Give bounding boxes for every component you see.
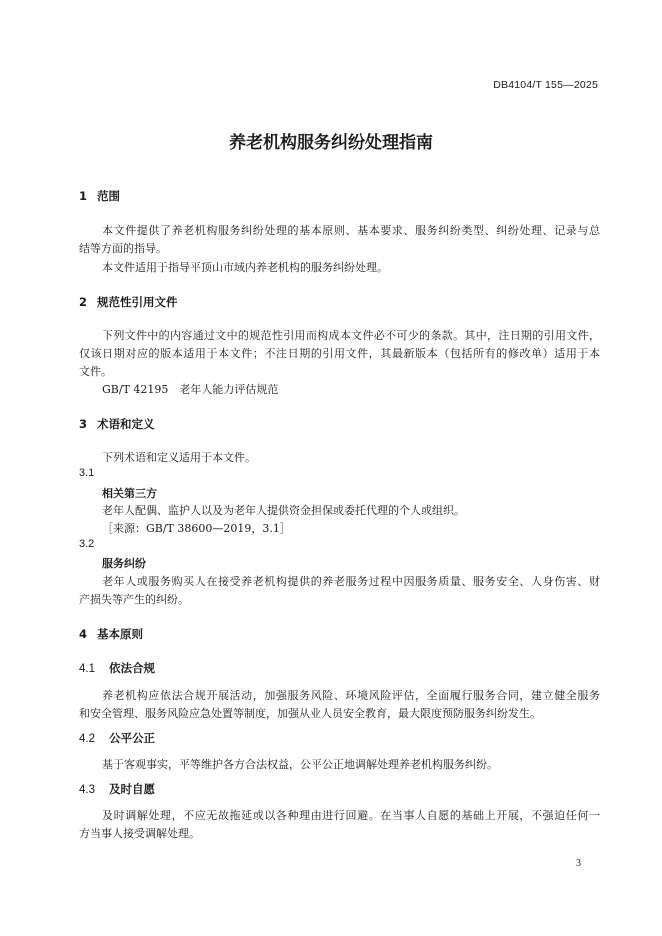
paragraph-line: 文件。 xyxy=(79,365,112,378)
document-code: DB4104/T 155—2025 xyxy=(493,79,598,91)
section-2-heading xyxy=(79,294,178,310)
paragraph-line: 仅该日期对应的版本适用于本文件；不注日期的引用文件，其最新版本（包括所有的修改单）适用于本 xyxy=(79,347,600,360)
normative-reference: GB/T 42195 老年人能力评估规范 xyxy=(102,383,279,396)
subsection-number: 4.3 xyxy=(79,784,95,796)
subsection-4-3-heading xyxy=(79,781,155,797)
section-title: 范围 xyxy=(97,189,120,203)
section-number: 3 xyxy=(79,417,88,431)
paragraph-line: 下列术语和定义适用于本文件。 xyxy=(102,451,256,464)
paragraph-line: 产损失等产生的纠纷。 xyxy=(79,593,189,606)
subsection-title: 依法合规 xyxy=(109,661,155,675)
section-number: 4 xyxy=(79,627,88,641)
section-title: 基本原则 xyxy=(97,627,143,641)
document-title: 养老机构服务纠纷处理指南 xyxy=(229,133,433,153)
term-name: 相关第三方 xyxy=(102,487,157,500)
section-4-heading xyxy=(79,626,143,642)
term-name: 服务纠纷 xyxy=(102,557,146,570)
paragraph-line: 及时调解处理，不应无故拖延或以各种理由进行回避。在当事人自愿的基础上开展，不强迫任何一 xyxy=(102,809,600,822)
subsection-number: 4.1 xyxy=(79,663,95,675)
term-number: 3.1 xyxy=(79,467,95,479)
term-source: ［来源：GB/T 38600—2019，3.1］ xyxy=(102,522,291,535)
section-title: 术语和定义 xyxy=(97,417,155,431)
paragraph-line: 和安全管理、服务风险应急处置等制度，加强从业人员安全教育，最大限度预防服务纠纷发生。 xyxy=(79,707,541,720)
term-number: 3.2 xyxy=(79,538,95,550)
paragraph-line: 本文件适用于指导平顶山市域内养老机构的服务纠纷处理。 xyxy=(102,261,388,274)
paragraph-line: 老年人或服务购买人在接受养老机构提供的养老服务过程中因服务质量、服务安全、人身伤害、财 xyxy=(102,575,600,588)
section-number: 1 xyxy=(79,189,88,203)
section-number: 2 xyxy=(79,295,88,309)
subsection-4-2-heading xyxy=(79,730,155,746)
subsection-4-1-heading xyxy=(79,660,155,676)
section-3-heading xyxy=(79,416,155,432)
paragraph-line: 养老机构应依法合规开展活动，加强服务风险、环境风险评估，全面履行服务合同，建立健全服务 xyxy=(102,689,600,702)
paragraph-line: 本文件提供了养老机构服务纠纷处理的基本原则、基本要求、服务纠纷类型、纠纷处理、记录与总 xyxy=(102,224,600,237)
section-title: 规范性引用文件 xyxy=(97,295,178,309)
paragraph-line: 结等方面的指导。 xyxy=(79,242,167,255)
subsection-title: 及时自愿 xyxy=(109,782,155,796)
section-1-heading xyxy=(79,188,120,204)
term-definition: 老年人配偶、监护人以及为老年人提供资金担保或委托代理的个人或组织。 xyxy=(102,504,465,517)
page-number: 3 xyxy=(576,858,581,869)
paragraph-line: 方当事人接受调解处理。 xyxy=(79,827,200,840)
paragraph-line: 基于客观事实，平等维护各方合法权益，公平公正地调解处理养老机构服务纠纷。 xyxy=(102,758,498,771)
paragraph-line: 下列文件中的内容通过文中的规范性引用而构成本文件必不可少的条款。其中，注日期的引用文件， xyxy=(102,329,600,342)
subsection-title: 公平公正 xyxy=(109,731,155,745)
subsection-number: 4.2 xyxy=(79,733,95,745)
